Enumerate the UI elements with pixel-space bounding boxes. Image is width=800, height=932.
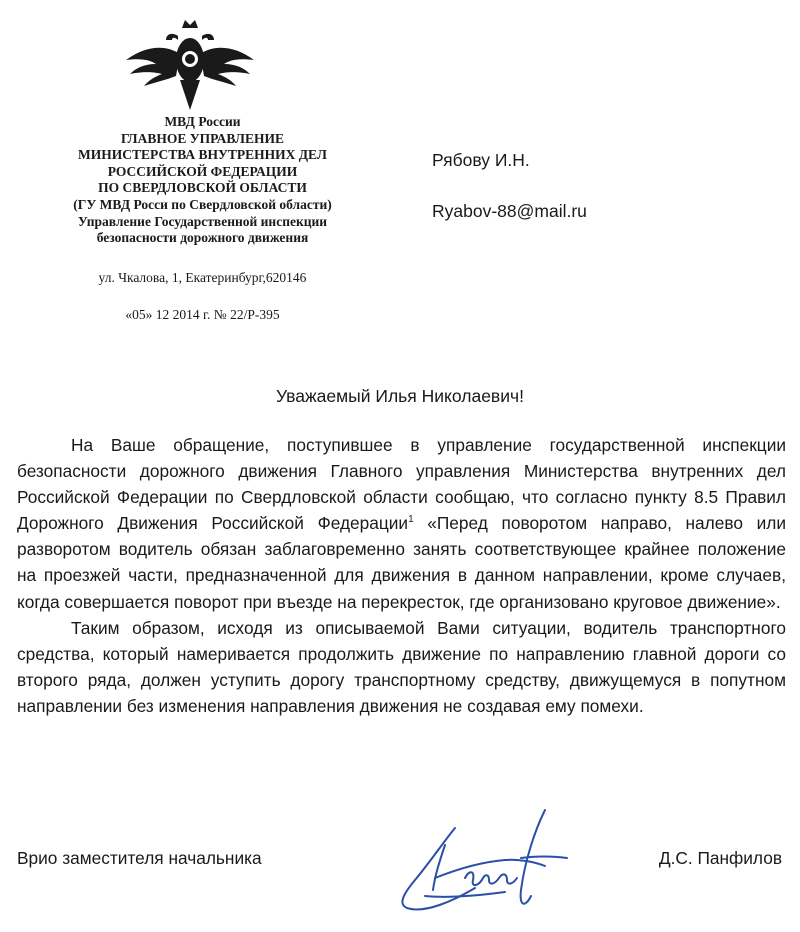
letterhead-line-7: Управление Государственной инспекции — [77, 213, 328, 229]
paragraph-2: Таким образом, исходя из описываемой Вами ситуации, водитель транспортного средства, который намеривается продолжить движение по направлению главной дороги со второго ряда, должен уступить дорогу транспортному средству, движущемуся в попутном направлении без изменения направления движения не создавая ему помехи. — [17, 617, 786, 716]
handwritten-signature-icon — [385, 800, 595, 930]
paragraph-1-quote: «Перед поворотом направо, налево или разворотом водитель обязан заблаговременно занять соответствующее крайнее положение на проезжей части, предназначенной для движения в данном направлении, кроме случаев, когда совершается поворот при въезде на перекресток, где организовано круговое движение». — [17, 513, 786, 612]
letterhead-line-8: безопасности дорожного движения — [96, 230, 309, 246]
salutation: Уважаемый Илья Николаевич! — [276, 386, 524, 406]
recipient-email: Ryabov-88@mail.ru — [432, 201, 587, 221]
letterhead-title — [15, 114, 390, 247]
letterhead-line-6: (ГУ МВД Росси по Свердловской области) — [73, 196, 332, 212]
letterhead-line-1: МВД России — [164, 114, 241, 129]
letterhead-line-2: ГЛАВНОЕ УПРАВЛЕНИЕ — [121, 130, 284, 146]
signatory-name: Д.С. Панфилов — [658, 848, 782, 868]
double-headed-eagle-emblem-icon — [120, 14, 260, 114]
paragraph-1-text: На Ваше обращение, поступившее в управление государственной инспекции безопасности дорожного движения Главного управления Министерства внутренних дел Российской Федерации по Свердловской области сообщаю, что согласно пункту 8.5 Правил Дорожного Движения Российской Федерации — [17, 435, 786, 534]
letterhead-line-4: РОССИЙСКОЙ ФЕДЕРАЦИИ — [107, 163, 298, 179]
signatory-position: Врио заместителя начальника — [17, 848, 262, 868]
letterhead-line-3: МИНИСТЕРСТВА ВНУТРЕННИХ ДЕЛ — [78, 147, 327, 163]
recipient-name: Рябову И.Н. — [432, 150, 530, 170]
paragraph-1 — [17, 432, 786, 615]
footnote-mark: 1 — [408, 514, 414, 526]
letterhead-line-5: ПО СВЕРДЛОВСКОЙ ОБЛАСТИ — [98, 180, 307, 196]
letterhead-address: ул. Чкалова, 1, Екатеринбург,620146 — [98, 270, 307, 285]
letter-date-reference: «05» 12 2014 г. № 22/Р-395 — [125, 307, 280, 322]
letter-body — [17, 432, 786, 719]
